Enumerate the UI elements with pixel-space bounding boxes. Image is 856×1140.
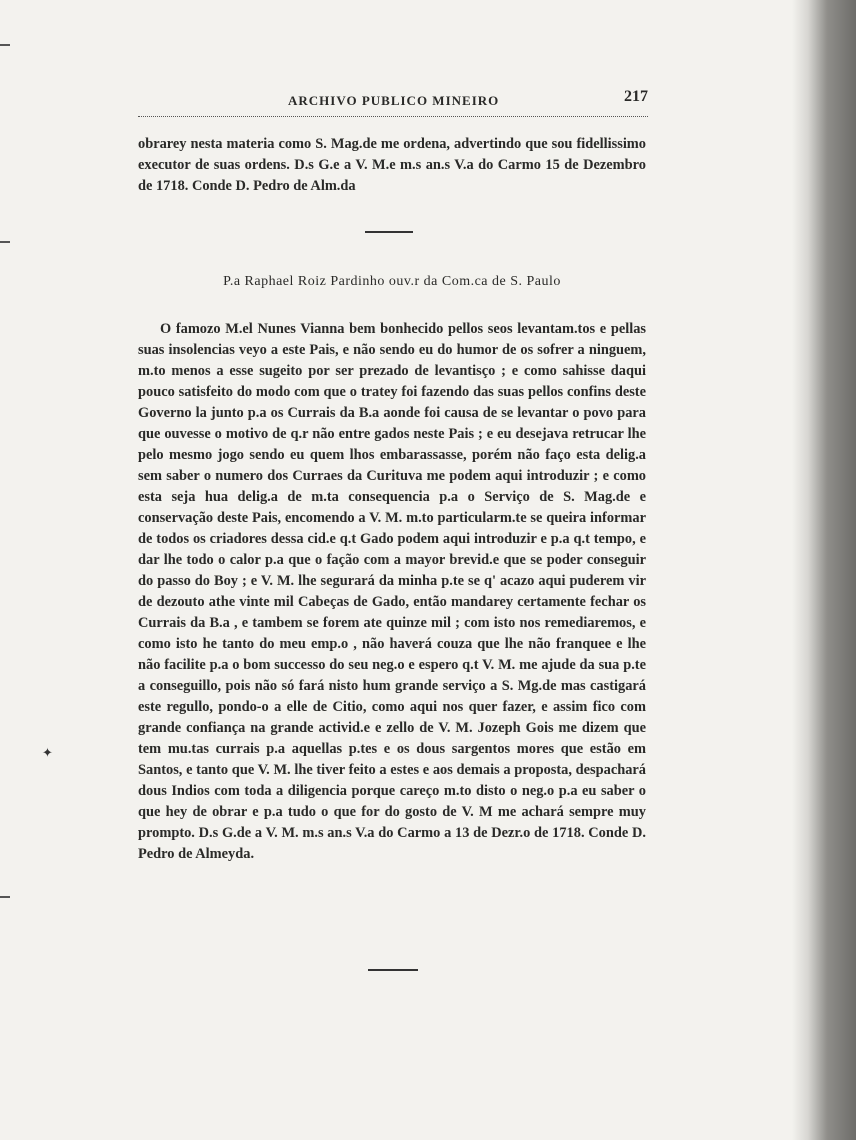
page-number: 217 bbox=[624, 88, 648, 105]
previous-letter-ending: obrarey nesta materia como S. Mag.de me ordena, advertindo que sou fidellissimo executor de suas ordens. D.s G.e a V. M.e m.s an.s V.a do Carmo 15 de Dezembro de 1718. Conde D. Pedro de Alm.da bbox=[138, 136, 646, 194]
running-title: ARCHIVO PUBLICO MINEIRO bbox=[288, 93, 500, 108]
end-divider bbox=[368, 969, 418, 971]
section-divider bbox=[365, 231, 413, 233]
margin-tick bbox=[0, 241, 10, 243]
margin-tick bbox=[0, 44, 10, 46]
book-spine-shadow bbox=[792, 0, 856, 1140]
letter-heading: P.a Raphael Roiz Pardinho ouv.r da Com.ca de S. Paulo bbox=[223, 274, 561, 289]
margin-tick bbox=[0, 896, 10, 898]
letter-body: O famozo M.el Nunes Vianna bem bonhecido pellos seos levantam.tos e pellas suas insolencias veyo a este Pais, e não sendo eu do humor de os sofrer a ninguem, m.to menos a esse sugeito por ser prezado de levantisço ; e como sahisse daqui pouco satisfeito do modo com que o tratey foi fazendo das suas pellos confins deste Governo la junto p.a os Currais da B.a aonde foi causa de se levantar o povo para que ouvesse o motivo de q.r não entre gados neste Pais ; e eu desejava retrucar lhe pelo mesmo jogo sendo eu quem lhos embarassasse, porém não faço esta delig.a sem saber o numero dos Curraes da Curituva me podem aqui introduzir ; e como esta seja hua delig.a de m.ta consequencia p.a o Serviço de S. Mag.de e conservação deste Pais, encomendo a V. M. m.to particularm.te se queira informar de todos os criadores dessa cid.e q.t Gado podem aqui introduzir e p.a q.t tempo, e dar lhe todo o calor p.a que o fação com a mayor brevid.e que se poder conseguir do passo do Boy ; e V. M. lhe segurará da minha p.te se q' acazo aqui puderem vir de dezouto athe vinte mil Cabeças de Gado, então mandarey certamente fechar os Currais da B.a , e tambem se forem ate quinze mil ; com isto nos remediaremos, e como isto he tanto do meu emp.o , não haverá couza que lhe não franquee e lhe não facilite p.a o bom successo do seu neg.o e espero q.t V. M. me ajude da sua p.te a conseguillo, pois não só fará nisto hum grande serviço a S. Mg.de mas castigará este regullo, pondo-o a elle de Citio, como aqui nos quer fazer, e assim fico com grande confiança na grande activid.e e zello de V. M. Jozeph Gois me dizem que tem mu.tas currais p.a aquellas p.tes e os dous sargentos mores que estão em Santos, e tanto que V. M. lhe tiver feito a estes e aos demais a proposta, despachará dous Indios com toda a diligencia porque careço m.to disto o neg.o p.a eu saber o que hey de obrar e p.a tudo o que for do gosto de V. M me achará sempre muy prompto. D.s G.de a V. M. m.s an.s V.a do Carmo a 13 de Dezr.o de 1718. Conde D. Pedro de Almeyda. bbox=[138, 321, 646, 862]
running-header bbox=[138, 88, 648, 117]
margin-star-icon: ✦ bbox=[42, 746, 53, 761]
